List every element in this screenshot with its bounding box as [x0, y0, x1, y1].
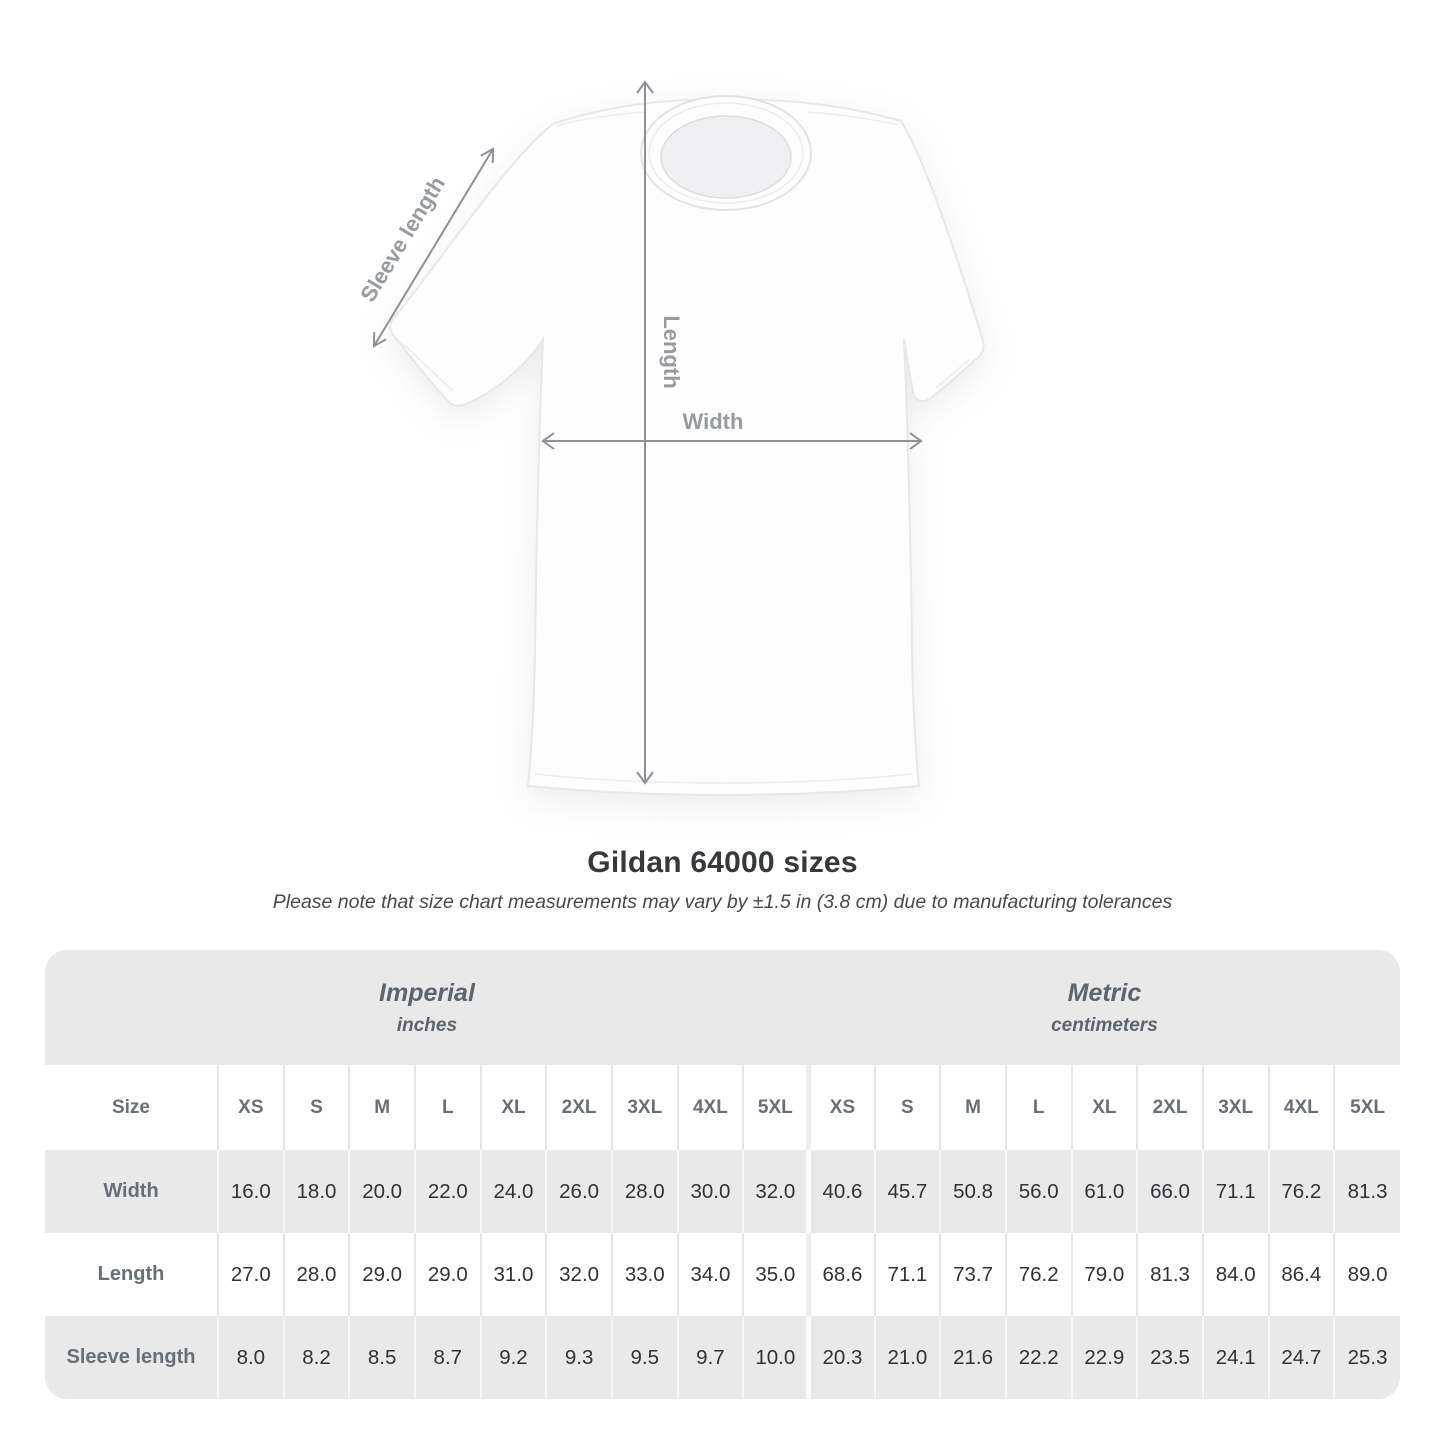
size-header: Size: [111, 1096, 151, 1118]
size-col-header: S: [875, 1065, 941, 1150]
sleeve-length-label: Sleeve length: [355, 171, 451, 307]
cell: 81.3: [1334, 1150, 1400, 1233]
size-col-header: L: [1006, 1065, 1072, 1150]
cell: 8.5: [349, 1316, 415, 1399]
cell: 25.3: [1334, 1316, 1400, 1399]
cell: 34.0: [678, 1233, 744, 1316]
row-label: Sleeve length: [66, 1346, 196, 1368]
imperial-unit-label: inches: [396, 1014, 458, 1036]
imperial-label: Imperial: [379, 978, 475, 1007]
cell: 24.1: [1203, 1316, 1269, 1399]
size-col-header: XL: [1072, 1065, 1138, 1150]
size-chart-card: [45, 950, 1400, 1399]
cell: 24.7: [1269, 1316, 1335, 1399]
cell: 21.6: [940, 1316, 1006, 1399]
sleeve-length-row: [45, 1316, 1400, 1399]
size-col-header: 4XL: [678, 1065, 744, 1150]
cell: 26.0: [546, 1150, 612, 1233]
size-col-header: XL: [481, 1065, 547, 1150]
cell: 9.7: [678, 1316, 744, 1399]
cell: 56.0: [1006, 1150, 1072, 1233]
width-label: Width: [682, 409, 744, 434]
cell: 32.0: [743, 1150, 809, 1233]
cell: 35.0: [743, 1233, 809, 1316]
cell: 9.2: [481, 1316, 547, 1399]
cell: 89.0: [1334, 1233, 1400, 1316]
size-col-header: 2XL: [546, 1065, 612, 1150]
cell: 79.0: [1072, 1233, 1138, 1316]
collar-opening: [661, 116, 791, 198]
length-row: [45, 1233, 1400, 1316]
imperial-header-cell: [45, 950, 809, 1065]
cell: 86.4: [1269, 1233, 1335, 1316]
page-title: Gildan 64000 sizes: [587, 846, 858, 879]
tshirt-illustration: [390, 96, 983, 795]
cell: 8.7: [415, 1316, 481, 1399]
cell: 84.0: [1203, 1233, 1269, 1316]
cell: 76.2: [1006, 1233, 1072, 1316]
width-row: [45, 1150, 1400, 1233]
unit-header-row: [45, 950, 1400, 1065]
cell: 29.0: [349, 1233, 415, 1316]
cell: 40.6: [809, 1150, 875, 1233]
size-col-header: 5XL: [1334, 1065, 1400, 1150]
cell: 22.2: [1006, 1316, 1072, 1399]
size-col-header: 2XL: [1137, 1065, 1203, 1150]
cell: 71.1: [875, 1233, 941, 1316]
cell: 8.2: [284, 1316, 350, 1399]
metric-unit-label: centimeters: [1051, 1014, 1158, 1036]
cell: 28.0: [284, 1233, 350, 1316]
cell: 9.5: [612, 1316, 678, 1399]
row-label: Width: [103, 1180, 159, 1202]
size-col-header: M: [940, 1065, 1006, 1150]
size-header-row: [45, 1065, 1400, 1150]
cell: 61.0: [1072, 1150, 1138, 1233]
cell: 27.0: [218, 1233, 284, 1316]
size-chart-table: [45, 950, 1400, 1399]
size-col-header: M: [349, 1065, 415, 1150]
cell: 81.3: [1137, 1233, 1203, 1316]
cell: 45.7: [875, 1150, 941, 1233]
cell: 9.3: [546, 1316, 612, 1399]
cell: 10.0: [743, 1316, 809, 1399]
cell: 20.3: [809, 1316, 875, 1399]
cell: 33.0: [612, 1233, 678, 1316]
cell: 76.2: [1269, 1150, 1335, 1233]
metric-label: Metric: [1067, 978, 1142, 1007]
size-col-header: 3XL: [612, 1065, 678, 1150]
cell: 21.0: [875, 1316, 941, 1399]
cell: 22.9: [1072, 1316, 1138, 1399]
size-col-header: 5XL: [743, 1065, 809, 1150]
cell: 66.0: [1137, 1150, 1203, 1233]
size-col-header: L: [415, 1065, 481, 1150]
cell: 31.0: [481, 1233, 547, 1316]
length-label: Length: [659, 315, 684, 389]
size-col-header: XS: [218, 1065, 284, 1150]
heading-block: [0, 846, 1445, 914]
tolerance-note: Please note that size chart measurements may vary by ±1.5 in (3.8 cm) due to manufacturing tolerances: [272, 891, 1173, 913]
size-col-header: XS: [809, 1065, 875, 1150]
size-col-header: 3XL: [1203, 1065, 1269, 1150]
cell: 20.0: [349, 1150, 415, 1233]
cell: 71.1: [1203, 1150, 1269, 1233]
cell: 73.7: [940, 1233, 1006, 1316]
size-col-header: S: [284, 1065, 350, 1150]
cell: 23.5: [1137, 1316, 1203, 1399]
cell: 68.6: [809, 1233, 875, 1316]
cell: 24.0: [481, 1150, 547, 1233]
metric-header-cell: [809, 950, 1400, 1065]
cell: 22.0: [415, 1150, 481, 1233]
cell: 8.0: [218, 1316, 284, 1399]
cell: 29.0: [415, 1233, 481, 1316]
cell: 16.0: [218, 1150, 284, 1233]
cell: 30.0: [678, 1150, 744, 1233]
size-col-header: 4XL: [1269, 1065, 1335, 1150]
cell: 50.8: [940, 1150, 1006, 1233]
cell: 32.0: [546, 1233, 612, 1316]
row-label: Length: [97, 1263, 165, 1285]
cell: 28.0: [612, 1150, 678, 1233]
cell: 18.0: [284, 1150, 350, 1233]
